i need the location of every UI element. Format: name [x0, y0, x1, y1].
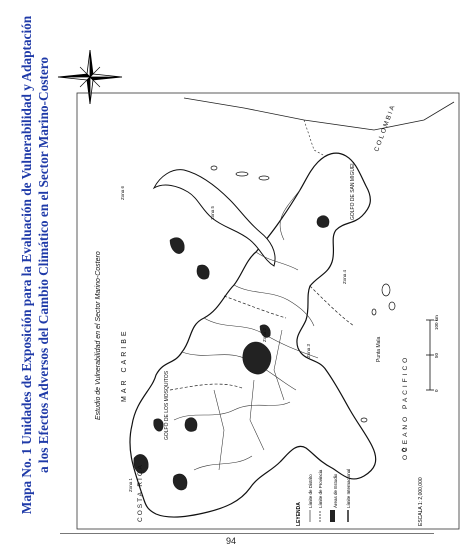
label-mar-caribe: MAR CARIBE [121, 328, 128, 402]
map-title-line-1: Mapa No. 1 Unidades de Exposición para la Evaluación de Vulnerabilidad y Adaptación [19, 15, 34, 515]
label-zona-3: Zona 3 [306, 343, 311, 358]
label-colombia: COLOMBIA [373, 103, 398, 153]
label-golfo-san-miguel: GOLFO DE SAN MIGUEL [350, 161, 356, 220]
legend-item-internacional: Límite Internacional [346, 468, 351, 508]
legend-item-areas: Áreas de Estudio [333, 473, 338, 508]
isthmus-outline [130, 153, 376, 517]
label-golfo-mosquitos: GOLFO DE LOS MOSQUITOS [164, 370, 170, 440]
label-zona-5: Zona 5 [210, 205, 215, 220]
label-oceano-pacifico: OCEANO PACIFICO [402, 354, 409, 460]
scale-bar [418, 315, 439, 526]
panama-coastal-map [74, 90, 462, 532]
label-costa-rica: COSTA RICA [137, 463, 144, 522]
label-punta-mala: Punta Mala [376, 336, 382, 362]
scale-tick-50: 50 [434, 352, 439, 358]
map-subtitle: Estudio de Vulnerabilidad en el Sector Marino-Costero [95, 251, 102, 420]
page-number: 94 [225, 536, 236, 546]
scale-label: ESCALA 1: 2,000,000 [418, 477, 424, 526]
legend-title: LEYENDA [296, 502, 302, 526]
label-zona-6: Zona 6 [120, 185, 125, 200]
scale-tick-0: 0 [434, 389, 439, 392]
label-zona-2: Zona 2 [262, 327, 267, 342]
label-zona-1: Zona 1 [128, 477, 133, 492]
footer-rule [60, 533, 434, 534]
label-zona-4: Zona 4 [342, 269, 347, 284]
colombia-border [184, 98, 454, 130]
map-title-line-2: a los Efectos Adversos del Cambio Climático en el Sector Marino-Costero [36, 56, 51, 474]
map-legend [296, 469, 351, 526]
scale-tick-100: 100 km [434, 315, 439, 330]
legend-item-distrito: Límite de Distrito [308, 474, 313, 508]
legend-item-provincia: Límite de Provincia [318, 469, 323, 508]
